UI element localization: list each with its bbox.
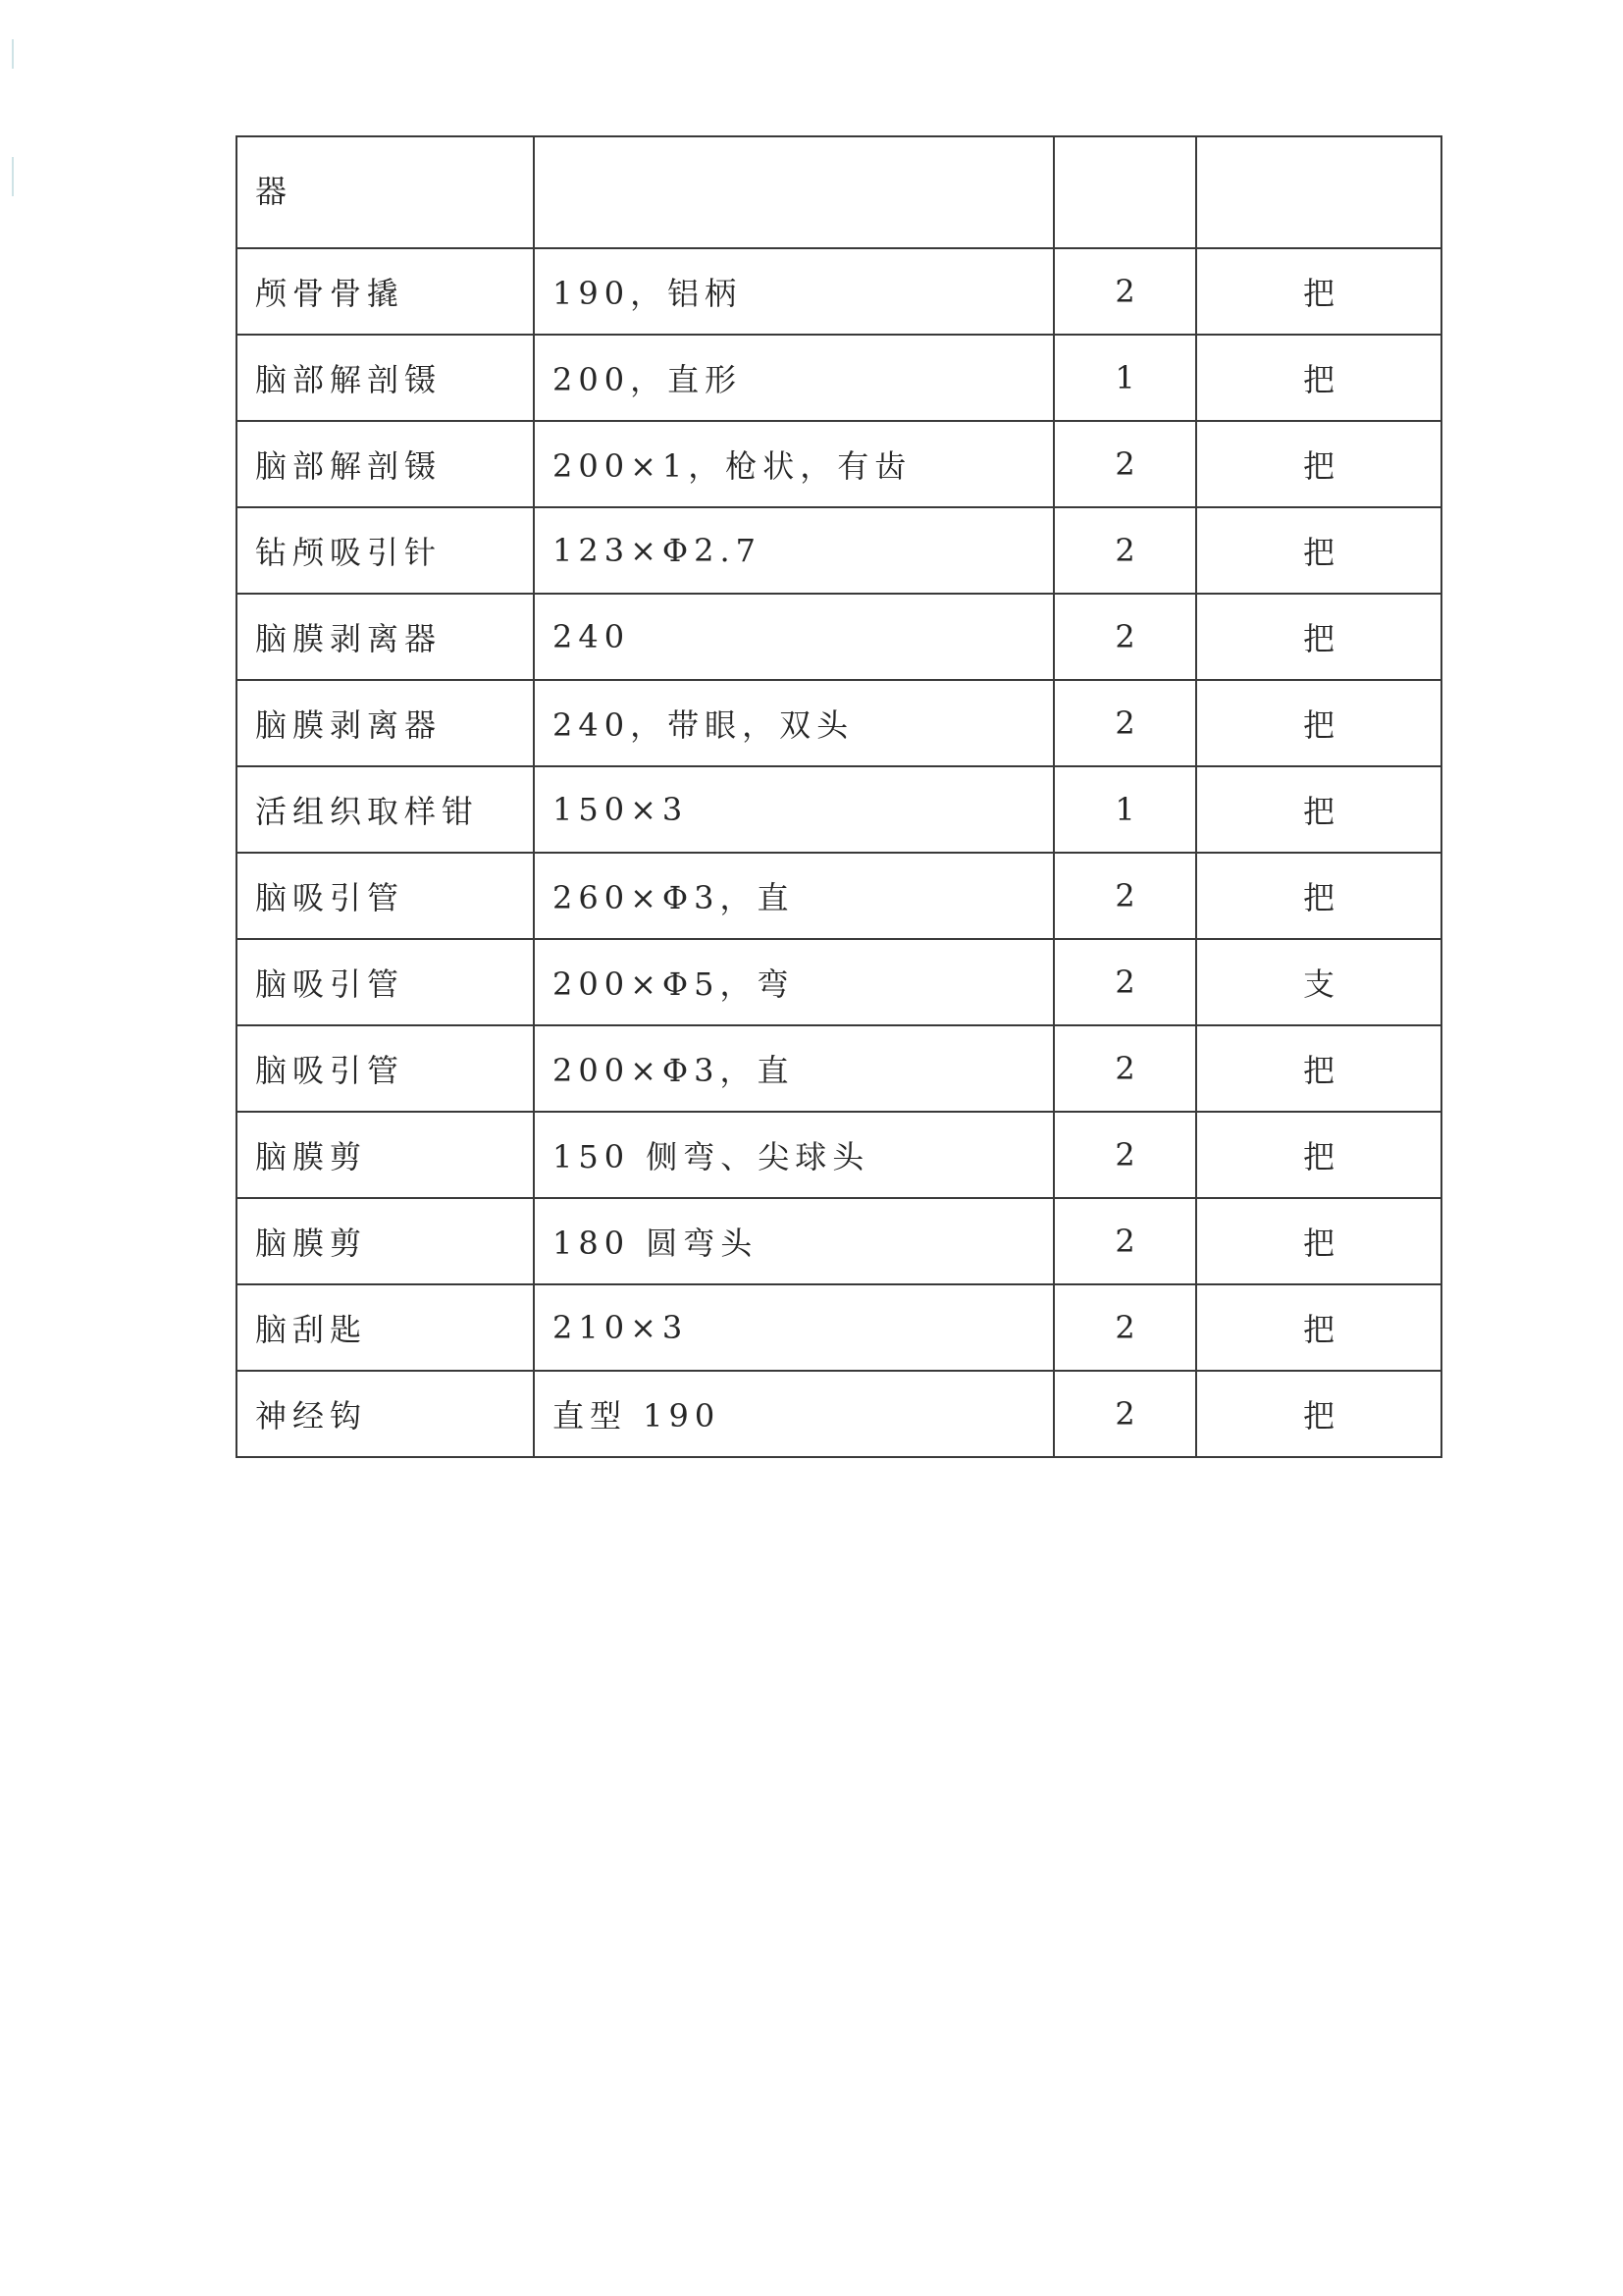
spec-cell: 150 侧弯、尖球头 bbox=[534, 1112, 1054, 1198]
quantity-cell bbox=[1054, 136, 1196, 248]
quantity-cell: 2 bbox=[1054, 421, 1196, 507]
item-name-cell: 脑吸引管 bbox=[236, 1025, 534, 1112]
spec-cell bbox=[534, 136, 1054, 248]
spec-cell: 150×3 bbox=[534, 766, 1054, 853]
item-name-cell: 脑吸引管 bbox=[236, 939, 534, 1025]
unit-cell: 把 bbox=[1196, 1371, 1441, 1457]
table-row bbox=[236, 507, 1441, 594]
table-row bbox=[236, 1371, 1441, 1457]
table-row bbox=[236, 939, 1441, 1025]
scan-edge-mark bbox=[12, 39, 14, 69]
table-row bbox=[236, 594, 1441, 680]
unit-cell: 支 bbox=[1196, 939, 1441, 1025]
table-row bbox=[236, 766, 1441, 853]
quantity-cell: 1 bbox=[1054, 335, 1196, 421]
unit-cell bbox=[1196, 136, 1441, 248]
unit-cell: 把 bbox=[1196, 853, 1441, 939]
table-row bbox=[236, 1284, 1441, 1371]
table-row bbox=[236, 421, 1441, 507]
item-name-cell: 脑膜剪 bbox=[236, 1112, 534, 1198]
spec-cell: 200×Φ3，直 bbox=[534, 1025, 1054, 1112]
quantity-cell: 2 bbox=[1054, 939, 1196, 1025]
quantity-cell: 2 bbox=[1054, 1284, 1196, 1371]
table-row bbox=[236, 1112, 1441, 1198]
item-name-cell: 脑膜剥离器 bbox=[236, 594, 534, 680]
quantity-cell: 2 bbox=[1054, 853, 1196, 939]
unit-cell: 把 bbox=[1196, 766, 1441, 853]
spec-cell: 123×Φ2.7 bbox=[534, 507, 1054, 594]
quantity-cell: 2 bbox=[1054, 1198, 1196, 1284]
table-row bbox=[236, 248, 1441, 335]
unit-cell: 把 bbox=[1196, 594, 1441, 680]
quantity-cell: 2 bbox=[1054, 680, 1196, 766]
unit-cell: 把 bbox=[1196, 1112, 1441, 1198]
spec-cell: 190，铝柄 bbox=[534, 248, 1054, 335]
spec-cell: 200×Φ5，弯 bbox=[534, 939, 1054, 1025]
quantity-cell: 2 bbox=[1054, 594, 1196, 680]
table-row bbox=[236, 335, 1441, 421]
unit-cell: 把 bbox=[1196, 507, 1441, 594]
unit-cell: 把 bbox=[1196, 335, 1441, 421]
table-row bbox=[236, 1025, 1441, 1112]
spec-cell: 240 bbox=[534, 594, 1054, 680]
table-row bbox=[236, 853, 1441, 939]
quantity-cell: 2 bbox=[1054, 248, 1196, 335]
spec-cell: 200，直形 bbox=[534, 335, 1054, 421]
unit-cell: 把 bbox=[1196, 1284, 1441, 1371]
item-name-cell: 钻颅吸引针 bbox=[236, 507, 534, 594]
quantity-cell: 2 bbox=[1054, 1371, 1196, 1457]
quantity-cell: 2 bbox=[1054, 507, 1196, 594]
quantity-cell: 2 bbox=[1054, 1025, 1196, 1112]
spec-cell: 210×3 bbox=[534, 1284, 1054, 1371]
quantity-cell: 2 bbox=[1054, 1112, 1196, 1198]
unit-cell: 把 bbox=[1196, 248, 1441, 335]
instrument-table bbox=[236, 135, 1442, 1458]
item-name-cell: 脑膜剥离器 bbox=[236, 680, 534, 766]
item-name-cell: 活组织取样钳 bbox=[236, 766, 534, 853]
quantity-cell: 1 bbox=[1054, 766, 1196, 853]
item-name-cell: 脑部解剖镊 bbox=[236, 421, 534, 507]
item-name-cell: 脑吸引管 bbox=[236, 853, 534, 939]
table-row bbox=[236, 680, 1441, 766]
unit-cell: 把 bbox=[1196, 421, 1441, 507]
item-name-cell: 脑膜剪 bbox=[236, 1198, 534, 1284]
table-row-continued bbox=[236, 136, 1441, 248]
item-name-cell: 颅骨骨撬 bbox=[236, 248, 534, 335]
unit-cell: 把 bbox=[1196, 1025, 1441, 1112]
item-name-cell: 神经钩 bbox=[236, 1371, 534, 1457]
spec-cell: 180 圆弯头 bbox=[534, 1198, 1054, 1284]
scan-edge-mark bbox=[12, 157, 14, 196]
item-name-cell: 脑刮匙 bbox=[236, 1284, 534, 1371]
unit-cell: 把 bbox=[1196, 1198, 1441, 1284]
item-name-cell: 脑部解剖镊 bbox=[236, 335, 534, 421]
spec-cell: 直型 190 bbox=[534, 1371, 1054, 1457]
item-name-cell: 器 bbox=[236, 136, 534, 248]
table-row bbox=[236, 1198, 1441, 1284]
unit-cell: 把 bbox=[1196, 680, 1441, 766]
spec-cell: 260×Φ3，直 bbox=[534, 853, 1054, 939]
spec-cell: 240，带眼，双头 bbox=[534, 680, 1054, 766]
spec-cell: 200×1，枪状，有齿 bbox=[534, 421, 1054, 507]
